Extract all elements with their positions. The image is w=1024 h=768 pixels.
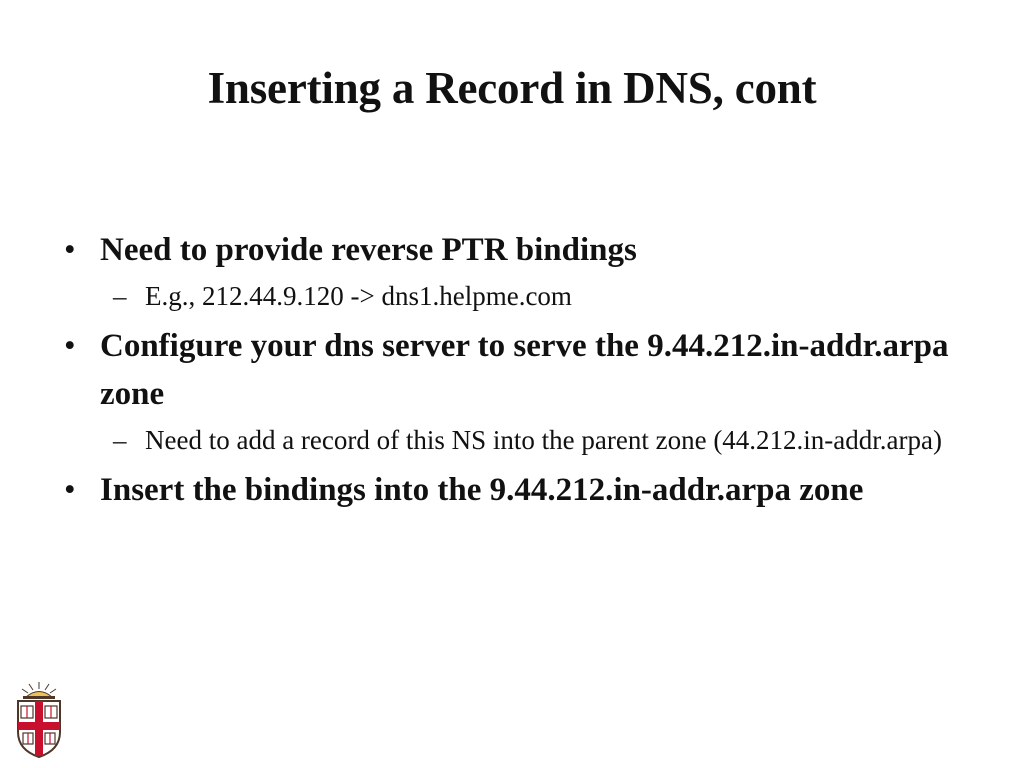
- dash-icon: –: [113, 281, 127, 311]
- bullet-item: [60, 226, 960, 274]
- bullet-item: [60, 466, 960, 514]
- sub-bullet-item: [60, 276, 960, 316]
- sub-bullet-text: E.g., 212.44.9.120 -> dns1.helpme.com: [145, 281, 572, 311]
- slide-title: Inserting a Record in DNS, cont: [207, 63, 817, 113]
- sub-bullet-item: [60, 420, 960, 460]
- bullet-icon: •: [64, 328, 76, 364]
- sub-bullet-text: Need to add a record of this NS into the parent zone (44.212.in-addr.arpa): [145, 425, 942, 455]
- bullet-icon: •: [64, 232, 76, 268]
- bullet-text: Configure your dns server to serve the 9.44.212.in-addr.arpa zone: [100, 328, 949, 412]
- bullet-icon: •: [64, 472, 76, 508]
- bullet-text: Insert the bindings into the 9.44.212.in-addr.arpa zone: [100, 472, 864, 508]
- university-shield-logo: [14, 680, 64, 760]
- bullet-item: [60, 322, 960, 418]
- bullet-list: [60, 226, 960, 514]
- bullet-text: Need to provide reverse PTR bindings: [100, 232, 637, 268]
- dash-icon: –: [113, 425, 127, 455]
